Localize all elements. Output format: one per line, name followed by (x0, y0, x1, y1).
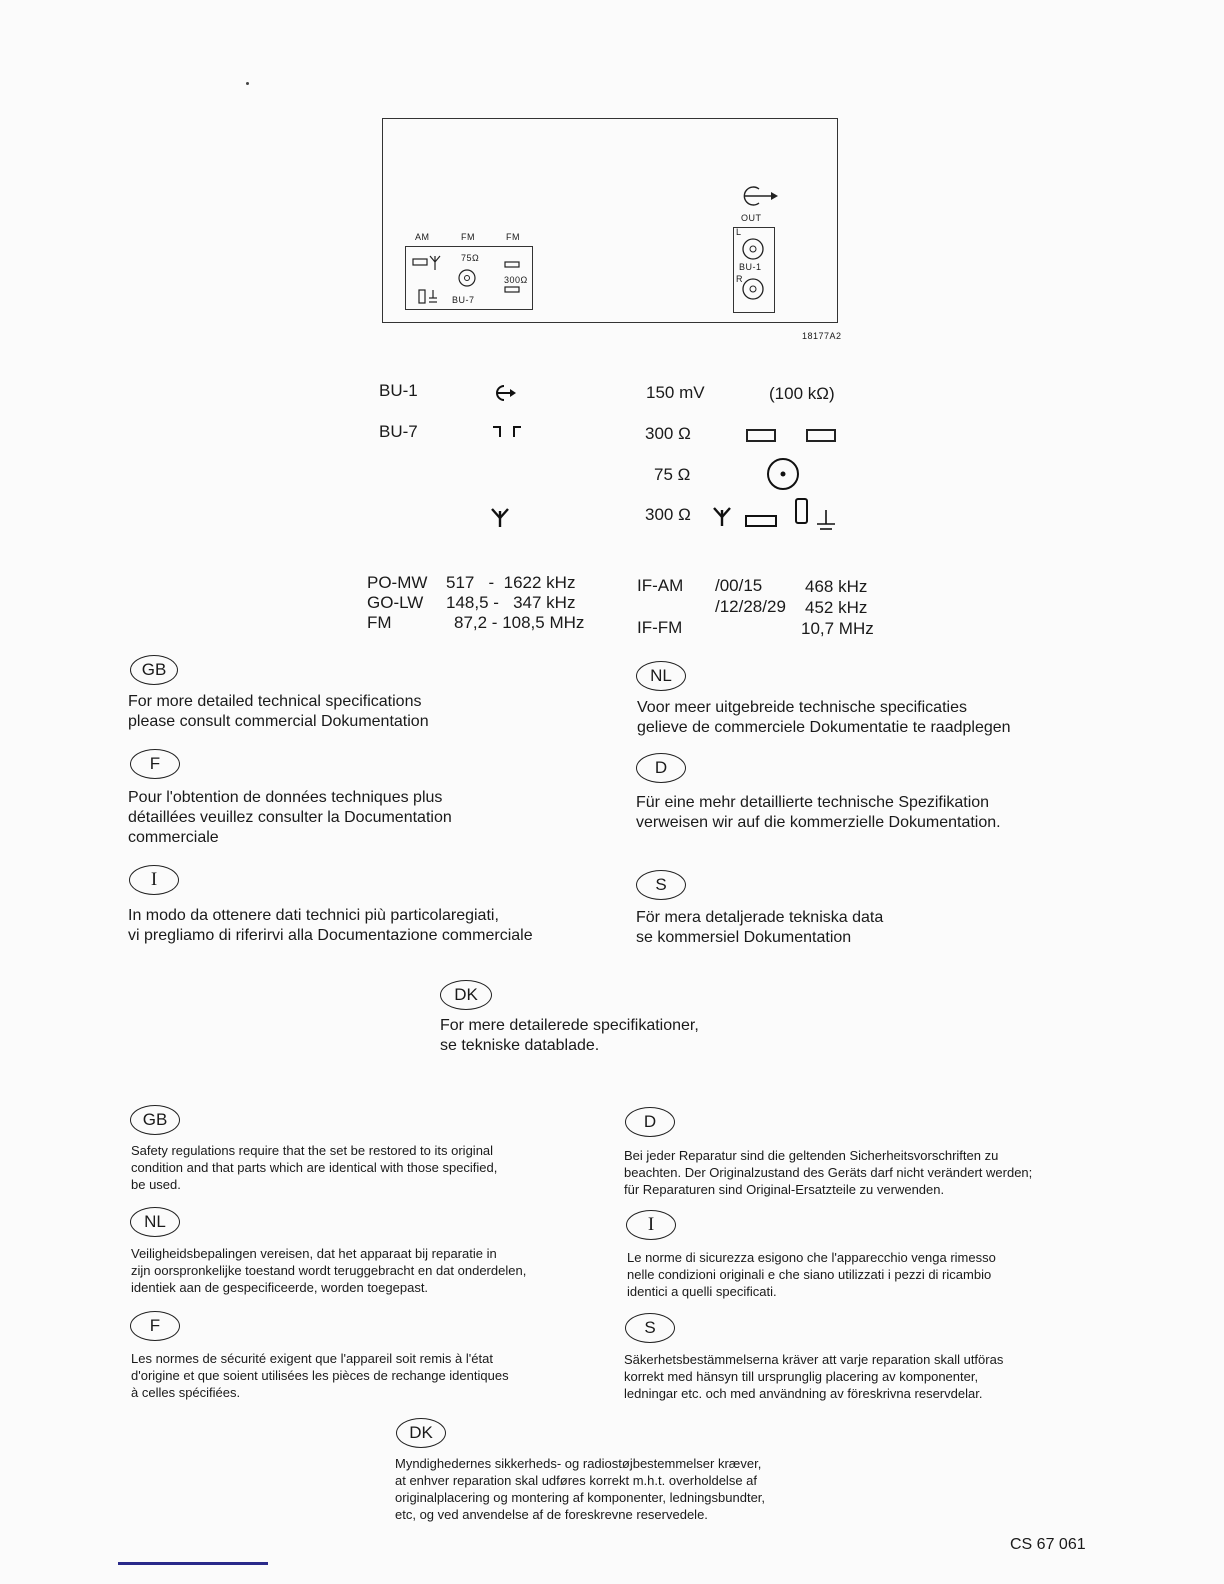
lang-badge-i: I (129, 865, 179, 895)
safety-badge-gb: GB (130, 1105, 180, 1135)
note-line: identiek aan de gespecificeerde, worden toegepast. (131, 1280, 429, 1295)
note-line: For mere detailerede specifikationer, (440, 1017, 699, 1034)
band-range: 517 - 1622 kHz (446, 573, 576, 592)
note-line: Safety regulations require that the set be restored to its original (131, 1143, 494, 1158)
if-am-freq-1: 468 kHz (805, 577, 868, 596)
note-line: nelle condizioni originali e che siano utilizzati i pezzi di ricambio (627, 1267, 992, 1282)
left-socket-icon (743, 239, 763, 259)
safety-note-i (627, 1249, 996, 1300)
note-line: beachten. Der Originalzustand des Geräts darf nicht verändert werden; (624, 1165, 1033, 1180)
note-line: Le norme di sicurezza esigono che l'apparecchio venga rimesso (627, 1250, 996, 1265)
band-name: PO-MW (367, 573, 428, 592)
if-am-label: IF-AM (637, 576, 684, 595)
lang-badge-dk: DK (440, 980, 492, 1010)
ohm-300-label: 300Ω (504, 275, 528, 285)
am-connector-icon (413, 259, 427, 265)
safety-badge-nl: NL (130, 1207, 180, 1237)
note-line: Säkerhetsbestämmelserna kräver att varje reparation skall utföras (624, 1352, 1004, 1367)
spec-note-nl (637, 698, 1011, 738)
note-line: Pour l'obtention de données techniques plus (128, 789, 443, 806)
bu1-impedance: (100 kΩ) (769, 384, 835, 403)
document-code: CS 67 061 (1010, 1536, 1086, 1553)
band-row (367, 573, 607, 593)
ground-icon (429, 290, 437, 302)
note-line: etc, og ved anvendelse af de foreskrevne reservedele. (395, 1507, 708, 1522)
note-line: In modo da ottenere dati technici più particolaregiati, (128, 907, 499, 924)
antenna-icon-2 (714, 508, 730, 526)
diagram-reference: 18177A2 (802, 331, 842, 341)
note-line: be used. (131, 1177, 181, 1192)
safety-note-dk (395, 1455, 765, 1523)
note-line: Veiligheidsbepalingen vereisen, dat het apparaat bij reparatie in (131, 1246, 497, 1261)
safety-note-nl (131, 1245, 526, 1296)
safety-note-d (624, 1147, 1032, 1198)
note-line: vi pregliamo di riferirvi alla Documentazione commerciale (128, 927, 533, 944)
if-fm-freq: 10,7 MHz (801, 619, 874, 638)
fm-300-terminal-top-icon (505, 262, 519, 267)
spec-note-dk (440, 1016, 699, 1056)
out-label: OUT (741, 213, 762, 223)
right-channel-label: R (736, 274, 743, 284)
band-range: 87,2 - 108,5 MHz (454, 613, 585, 632)
flat-connector-icon-2 (806, 429, 836, 442)
note-line: zijn oorspronkelijke toestand wordt teruggebracht en dat onderdelen, (131, 1263, 527, 1278)
band-name: GO-LW (367, 593, 424, 612)
bu1-name: BU-1 (379, 381, 418, 400)
band-list (367, 573, 607, 633)
note-line: identici a quelli specificati. (627, 1284, 777, 1299)
spec-note-i (128, 906, 533, 946)
note-line: originalplacering og montering af komponenter, ledningsbundter, (395, 1490, 766, 1505)
safety-badge-s: S (625, 1313, 675, 1343)
note-line: For more detailed technical specifications (128, 693, 422, 710)
spec-note-s (636, 908, 883, 948)
output-arrow-icon (737, 183, 785, 209)
spec-note-f (128, 788, 452, 848)
terminal-icon (796, 499, 807, 523)
am-terminal-icon (419, 290, 425, 303)
if-am-freq-2: 452 kHz (805, 598, 868, 617)
note-line: verweisen wir auf die kommerzielle Dokumentation. (636, 814, 1001, 831)
output-symbol-icon (491, 383, 519, 403)
note-line: Voor meer uitgebreide technische specificaties (637, 699, 967, 716)
lang-badge-s: S (636, 870, 686, 900)
output-sockets (733, 227, 773, 311)
note-line: För mera detaljerade tekniska data (636, 909, 884, 926)
am-label: AM (415, 232, 430, 242)
band-name: FM (367, 613, 392, 632)
note-line: se kommersiel Dokumentation (636, 929, 852, 946)
safety-badge-d: D (625, 1107, 675, 1137)
fm-300-terminal-bottom-icon (505, 287, 519, 292)
note-line: Für eine mehr detaillierte technische Spezifikation (636, 794, 990, 811)
note-line: gelieve de commerciele Dokumentatie te raadplegen (637, 719, 1011, 736)
safety-badge-dk: DK (396, 1418, 446, 1448)
if-am-version-2: /12/28/29 (715, 597, 786, 616)
band-row (367, 613, 607, 633)
antenna-symbol-icon (488, 505, 512, 529)
note-line: Les normes de sécurité exigent que l'appareil soit remis à l'état (131, 1351, 493, 1366)
note-line: korrekt med hänsyn till ursprunglig placering av komponenter, (624, 1369, 979, 1384)
note-line: condition and that parts which are identical with those specified, (131, 1160, 498, 1175)
scan-speck (246, 82, 249, 85)
if-am-version-1: /00/15 (715, 576, 763, 595)
bu1-label: BU-1 (739, 262, 762, 272)
scan-edge-mark (118, 1562, 268, 1565)
flat-connector-icon-1 (746, 429, 776, 442)
if-fm-label: IF-FM (637, 618, 683, 637)
left-channel-label: L (736, 227, 742, 237)
antenna-chain-symbols (710, 496, 840, 532)
fm-label-1: FM (461, 232, 475, 242)
bu7-name: BU-7 (379, 422, 418, 441)
spec-note-d (636, 793, 1001, 833)
safety-badge-i: I (626, 1210, 676, 1240)
ground-icon-2 (817, 510, 835, 529)
lang-badge-gb: GB (130, 655, 178, 685)
safety-note-f (131, 1350, 509, 1401)
coax-75-ohm: 75 Ω (654, 465, 691, 484)
spec-note-gb (128, 692, 429, 732)
note-line: d'origine et que soient utilisées les pièces de rechange identiques (131, 1368, 509, 1383)
antenna-icon (430, 256, 440, 270)
flat-connector-icon-3 (746, 516, 776, 526)
bu1-level: 150 mV (646, 383, 705, 402)
fm-label-2: FM (506, 232, 520, 242)
note-line: Bei jeder Reparatur sind die geltenden Sicherheitsvorschriften zu (624, 1148, 999, 1163)
safety-note-gb (131, 1142, 497, 1193)
coax-socket-symbol-icon (765, 456, 801, 492)
band-row (367, 593, 607, 613)
lang-badge-nl: NL (636, 661, 686, 691)
coax-socket-icon (459, 270, 475, 286)
note-line: à celles spécifiées. (131, 1385, 241, 1400)
note-line: für Reparaturen sind Original-Ersatzteile zu verwenden. (624, 1182, 945, 1197)
note-line: please consult commercial Dokumentation (128, 713, 429, 730)
twin-lead-symbol-icon (491, 425, 525, 439)
bu7-label: BU-7 (452, 295, 475, 305)
note-line: at enhver reparation skal udføres korrekt m.h.t. overholdelse af (395, 1473, 758, 1488)
note-line: Myndighedernes sikkerheds- og radiostøjbestemmelser kræver, (395, 1456, 762, 1471)
note-line: commerciale (128, 829, 219, 846)
ohm-75-label: 75Ω (461, 253, 480, 263)
bu7-300-ohm: 300 Ω (645, 424, 691, 443)
note-line: détaillées veuillez consulter la Documentation (128, 809, 452, 826)
lang-badge-f: F (130, 749, 180, 779)
lang-badge-d: D (636, 753, 686, 783)
antenna-300-ohm: 300 Ω (645, 505, 691, 524)
rear-panel-diagram (382, 118, 838, 323)
note-line: ledningar etc. och med användning av föreskrivna reservdelar. (624, 1386, 983, 1401)
safety-badge-f: F (130, 1311, 180, 1341)
band-range: 148,5 - 347 kHz (446, 593, 576, 612)
right-socket-icon (743, 279, 763, 299)
note-line: se tekniske datablade. (440, 1037, 600, 1054)
safety-note-s (624, 1351, 1003, 1402)
